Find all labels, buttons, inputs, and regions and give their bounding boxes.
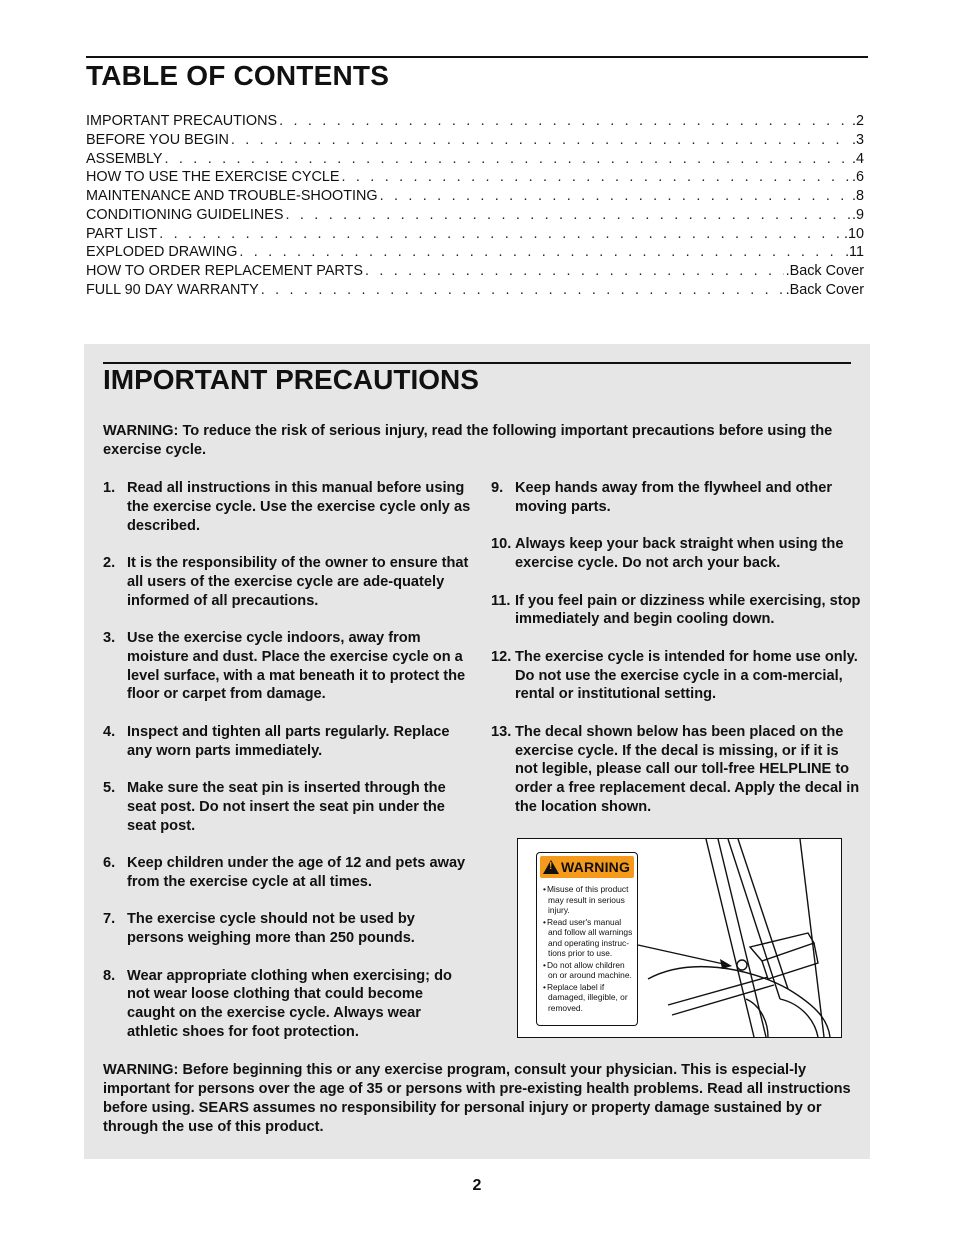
toc-entry [86, 131, 864, 150]
toc-entry-title: EXPLODED DRAWING [86, 244, 238, 261]
toc-entry-title: BEFORE YOU BEGIN [86, 131, 229, 148]
decal-illustration [517, 838, 842, 1038]
precaution-item [103, 910, 473, 948]
toc-entry [86, 243, 864, 262]
toc-entry-title: MAINTENANCE AND TROUBLE-SHOOTING [86, 188, 378, 204]
warning-physician: WARNING: Before beginning this or any exercise program, consult your physician. This is especial-ly important for persons over the age of 35 or persons with pre-existing health problems. Read all instructions before using. SEARS assumes no responsibility for personal injury or property damage sustained by or through the use of this product. [103, 1062, 851, 1135]
precaution-number: 8. [103, 967, 116, 984]
toc-entry-title: IMPORTANT PRECAUTIONS [86, 113, 278, 129]
page-number: 2 [472, 1177, 482, 1194]
precaution-number: 5. [103, 780, 116, 796]
precaution-item [491, 479, 861, 517]
toc-entry [86, 225, 864, 244]
toc-entry-page: .8 [851, 188, 864, 204]
toc-entry [86, 168, 864, 187]
precaution-item [103, 779, 473, 835]
precaution-number: 4. [103, 723, 116, 740]
precaution-text: Wear appropriate clothing when exercising; do not wear loose clothing that could become caught on the exercise cycle. Always wear athletic shoes for foot protection. [127, 967, 452, 1040]
precaution-number: 3. [103, 630, 116, 646]
precaution-number: 11. [491, 592, 511, 609]
precaution-number: 1. [103, 480, 116, 496]
decal-text-list [537, 884, 637, 1013]
precaution-number: 13. [491, 723, 512, 740]
toc-entry-page: .3 [851, 131, 864, 148]
toc-leader-dots [279, 112, 850, 130]
toc-entry-page: .4 [851, 150, 864, 167]
toc-entry-page: .6 [851, 169, 864, 186]
precaution-item [103, 479, 473, 535]
toc-entry-title: HOW TO USE THE EXERCISE CYCLE [86, 169, 340, 186]
decal-warning-header [540, 856, 634, 878]
precautions-left-column [103, 479, 473, 1042]
toc-entry [86, 206, 864, 225]
precaution-item [103, 967, 473, 1042]
precaution-item [491, 592, 861, 630]
toc-title: TABLE OF CONTENTS [86, 60, 390, 91]
toc-entry-title: FULL 90 DAY WARRANTY [86, 281, 259, 298]
precautions-right-column [491, 479, 861, 817]
warning-intro: WARNING: To reduce the risk of serious injury, read the following important precautions before using the exercise cycle. [103, 423, 833, 458]
precaution-number: 10. [491, 536, 512, 553]
precaution-text: Read all instructions in this manual before using the exercise cycle. Use the exercise cycle only as described. [127, 480, 471, 534]
toc-leader-dots [380, 187, 850, 205]
precaution-number: 9. [491, 480, 504, 496]
toc-leader-dots [239, 243, 843, 261]
toc-entry-title: PART LIST [86, 225, 158, 242]
decal-line: • Read user's manual and follow all warnings and operating instruc-tions prior to use. [543, 917, 633, 959]
precaution-text: Keep hands away from the flywheel and other moving parts. [515, 480, 833, 515]
toc-top-rule [86, 56, 868, 58]
toc-entry-page: .11 [845, 244, 864, 261]
toc-list [86, 112, 864, 300]
precaution-text: The exercise cycle is intended for home use only. Do not use the exercise cycle in a com-mercial, rental or institutional setting. [515, 648, 858, 703]
precaution-number: 7. [103, 911, 116, 928]
precaution-text: Inspect and tighten all parts regularly. Replace any worn parts immediately. [127, 723, 450, 759]
toc-entry-page: .2 [851, 113, 864, 129]
toc-entry-page: .Back Cover [785, 281, 864, 298]
precaution-item [103, 723, 473, 761]
decal-line: • Misuse of this product may result in serious injury. [543, 884, 633, 916]
decal-line: • Do not allow children on or around machine. [543, 960, 633, 981]
precaution-item [103, 554, 473, 610]
precautions-title: IMPORTANT PRECAUTIONS [103, 364, 479, 395]
toc-entry [86, 281, 864, 300]
precaution-number: 2. [103, 555, 116, 571]
precaution-text: Keep children under the age of 12 and pets away from the exercise cycle at all times. [127, 855, 466, 890]
toc-leader-dots [165, 150, 850, 168]
toc-entry [86, 187, 864, 206]
precaution-number: 6. [103, 855, 116, 871]
precaution-item [491, 723, 861, 817]
toc-leader-dots [159, 225, 842, 243]
toc-entry-page: .Back Cover [785, 263, 864, 279]
toc-leader-dots [342, 168, 850, 186]
toc-leader-dots [261, 281, 784, 299]
toc-entry [86, 112, 864, 131]
toc-entry-page: .10 [843, 225, 864, 242]
decal-warning-heading: WARNING [561, 859, 631, 875]
toc-leader-dots [231, 131, 850, 149]
toc-entry-title: ASSEMBLY [86, 150, 163, 167]
toc-leader-dots [365, 262, 784, 280]
precaution-text: Always keep your back straight when using the exercise cycle. Do not arch your back. [515, 536, 844, 571]
precaution-number: 12. [491, 648, 512, 665]
toc-entry [86, 262, 864, 281]
precaution-text: The exercise cycle should not be used by persons weighing more than 250 pounds. [127, 911, 415, 946]
toc-entry-title: HOW TO ORDER REPLACEMENT PARTS [86, 263, 363, 279]
precaution-text: If you feel pain or dizziness while exercising, stop immediately and begin cooling down. [515, 592, 861, 628]
decal-line: • Replace label if damaged, illegible, or removed. [543, 982, 633, 1014]
warning-triangle-icon: ! [543, 860, 559, 874]
precaution-text: Use the exercise cycle indoors, away from moisture and dust. Place the exercise cycle on a level surface, with a mat beneath it to protect the floor or carpet from damage. [127, 630, 466, 703]
precaution-item [491, 535, 861, 573]
precaution-item [491, 648, 861, 704]
precaution-item [103, 629, 473, 704]
toc-entry-title: CONDITIONING GUIDELINES [86, 206, 284, 223]
precaution-text: It is the responsibility of the owner to ensure that all users of the exercise cycle are ade-quately informed of all precautions. [127, 555, 469, 609]
toc-entry [86, 150, 864, 169]
precaution-text: The decal shown below has been placed on the exercise cycle. If the decal is missing, or if it is not legible, please call our toll-free HELPLINE to order a free replacement decal. Apply the decal in the location shown. [515, 723, 860, 815]
toc-leader-dots [286, 206, 850, 224]
warning-decal [536, 852, 638, 1026]
precaution-text: Make sure the seat pin is inserted through the seat post. Do not insert the seat pin under the seat post. [127, 780, 446, 834]
toc-entry-page: .9 [851, 206, 864, 223]
precaution-item [103, 854, 473, 892]
